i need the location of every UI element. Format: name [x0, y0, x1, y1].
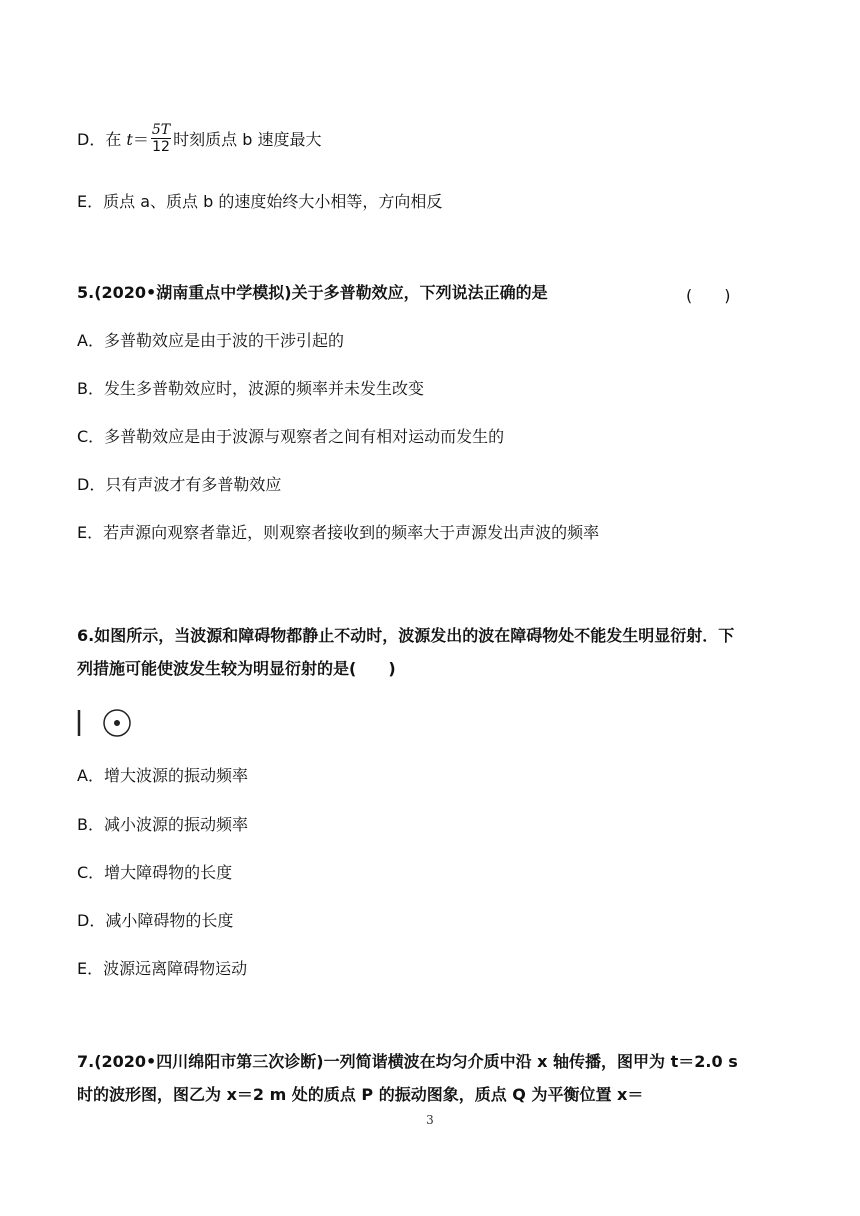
q6-figure: [77, 706, 137, 740]
q4-option-e: E．质点 a、质点 b 的速度始终大小相等，方向相反: [77, 192, 443, 211]
q6-option-a: A．增大波源的振动频率: [77, 766, 248, 785]
q4-option-d-var: t: [126, 130, 133, 149]
q4-option-d-suffix: 时刻质点 b 速度最大: [173, 130, 322, 149]
q6-stem-line2: 列措施可能使波发生较为明显衍射的是( ): [77, 659, 396, 678]
page-number: 3: [426, 1113, 434, 1127]
q5-option-a: A．多普勒效应是由于波的干涉引起的: [77, 331, 344, 350]
wave-source-dot: [114, 720, 120, 726]
q7-stem-line2: 时的波形图，图乙为 x＝2 m 处的质点 P 的振动图象，质点 Q 为平衡位置 x＝: [77, 1085, 644, 1104]
q5-option-c: C．多普勒效应是由于波源与观察者之间有相对运动而发生的: [77, 427, 505, 446]
q4-option-d: [77, 124, 321, 157]
q5-option-e: E．若声源向观察者靠近，则观察者接收到的频率大于声源发出声波的频率: [77, 523, 600, 542]
q7-stem-line1: 7.(2020•四川绵阳市第三次诊断)一列简谐横波在均匀介质中沿 x 轴传播，图甲为 t＝2.0 s: [77, 1052, 738, 1071]
q4-option-d-prefix: D．在: [77, 130, 127, 149]
q4-option-d-fraction: [151, 122, 171, 155]
q6-option-d: D．减小障碍物的长度: [77, 911, 234, 930]
q6-option-b: B．减小波源的振动频率: [77, 815, 248, 834]
fraction-numerator: 5T: [151, 122, 171, 138]
q5-answer-paren: ( ): [686, 286, 731, 305]
q4-option-d-eq: ＝: [132, 130, 149, 149]
q5-option-d: D．只有声波才有多普勒效应: [77, 475, 282, 494]
wave-source-obstacle-diagram: [77, 706, 137, 740]
fraction-denominator: 12: [152, 139, 170, 155]
q6-option-e: E．波源远离障碍物运动: [77, 959, 248, 978]
q5-stem: 5.(2020•湖南重点中学模拟)关于多普勒效应，下列说法正确的是: [77, 283, 548, 302]
q6-stem-line1: 6.如图所示，当波源和障碍物都静止不动时，波源发出的波在障碍物处不能发生明显衍射．下: [77, 626, 735, 645]
q6-option-c: C．增大障碍物的长度: [77, 863, 233, 882]
q5-option-b: B．发生多普勒效应时，波源的频率并未发生改变: [77, 379, 424, 398]
